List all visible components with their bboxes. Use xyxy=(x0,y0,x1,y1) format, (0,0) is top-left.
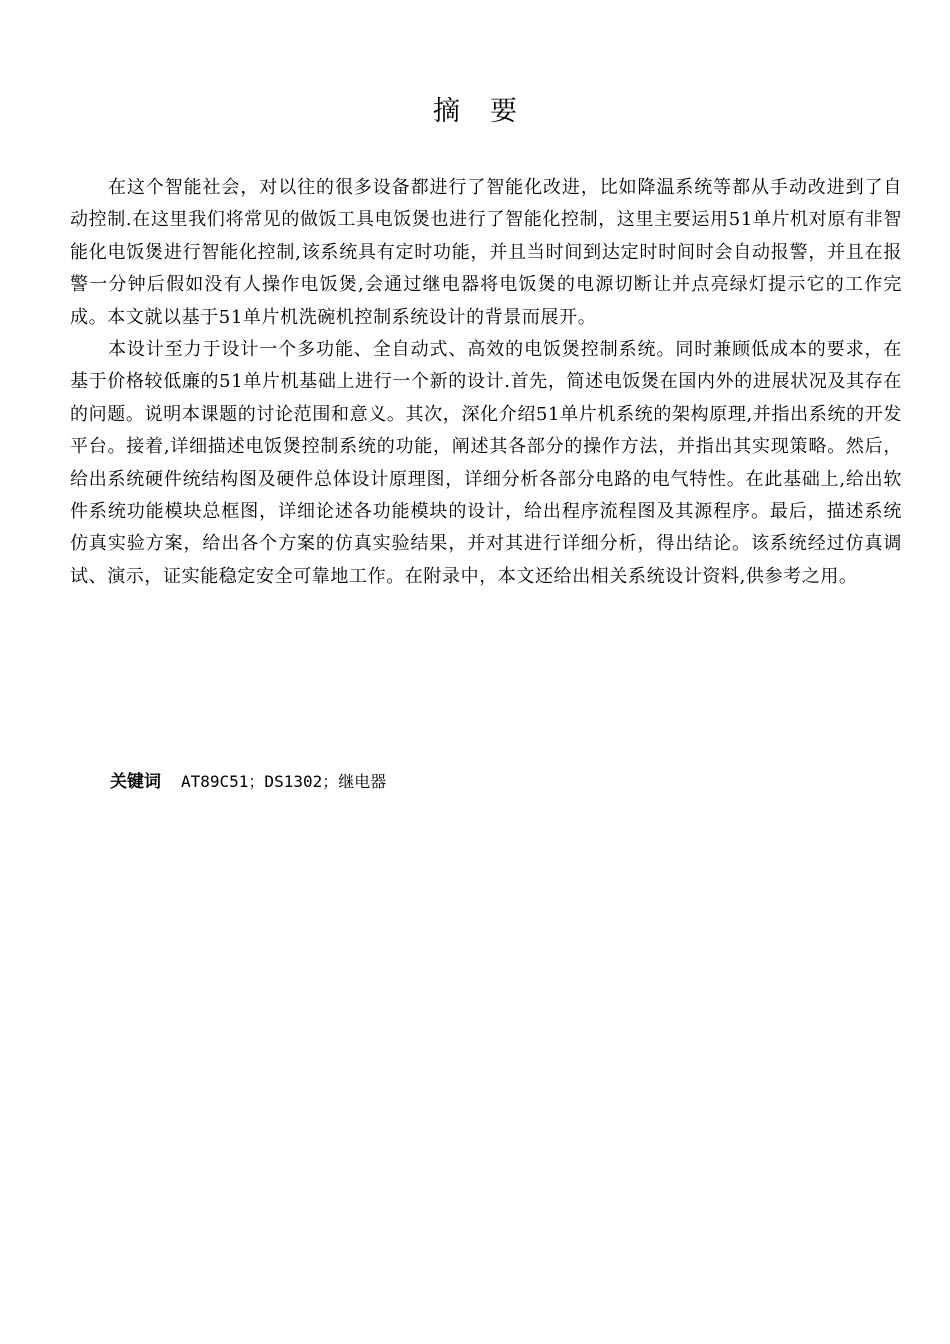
keywords-label: 关键词 xyxy=(110,772,161,792)
keywords-value: AT89C51；DS1302；继电器 xyxy=(181,772,387,791)
keywords-line xyxy=(110,768,386,796)
page-title: 摘要 xyxy=(433,96,547,127)
abstract-paragraph-2: 本设计至力于设计一个多功能、全自动式、高效的电饭煲控制系统。同时兼顾低成本的要求，在基于价格较低廉的51单片机基础上进行一个新的设计.首先，简述电饭煲在国内外的进展状况及其存在的问题。说明本课题的讨论范围和意义。其次，深化介绍51单片机系统的架构原理,并指出系统的开发平台。接着,详细描述电饭煲控制系统的功能，阐述其各部分的操作方法，并指出其实现策略。然后，给出系统硬件统结构图及硬件总体设计原理图，详细分析各部分电路的电气特性。在此基础上,给出软件系统功能模块总框图，详细论述各功能模块的设计，给出程序流程图及其源程序。最后，描述系统仿真实验方案，给出各个方案的仿真实验结果，并对其进行详细分析，得出结论。该系统经过仿真调试、演示，证实能稳定安全可靠地工作。在附录中，本文还给出相关系统设计资料,供参考之用。 xyxy=(70,339,902,587)
abstract-body xyxy=(70,172,902,593)
abstract-paragraph-1: 在这个智能社会，对以往的很多设备都进行了智能化改进，比如降温系统等都从手动改进到了自动控制.在这里我们将常见的做饭工具电饭煲也进行了智能化控制，这里主要运用51单片机对原有非智能化电饭煲进行智能化控制,该系统具有定时功能，并且当时间到达定时时间时会自动报警，并且在报警一分钟后假如没有人操作电饭煲,会通过继电器将电饭煲的电源切断让并点亮绿灯提示它的工作完成。本文就以基于51单片机洗碗机控制系统设计的背景而展开。 xyxy=(70,177,902,328)
